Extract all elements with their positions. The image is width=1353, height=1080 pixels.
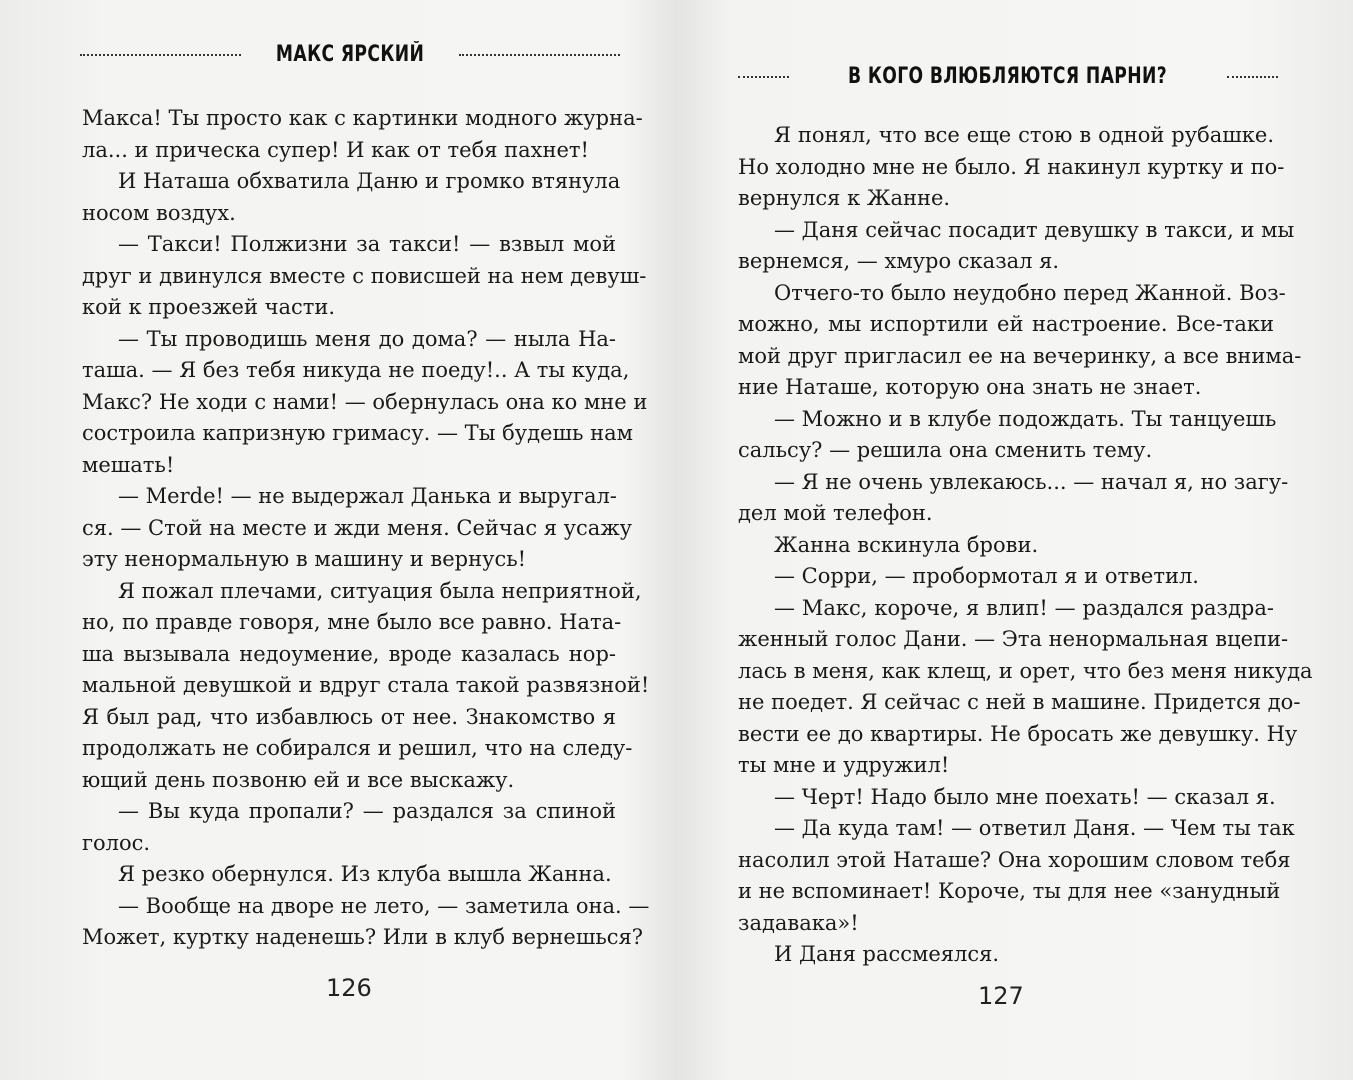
text-line: лась в меня, как клещ, и орет, что без меня никуда [738, 658, 1313, 683]
text-line: — Вы куда пропали? — раздался за спиной [118, 799, 616, 823]
text-line: — Да куда там! — ответил Даня. — Чем ты так [774, 816, 1295, 840]
text-line: ла... и прическа супер! И как от тебя пахнет! [82, 137, 589, 162]
text-line: задавака»! [738, 910, 859, 935]
text-line: насолил этой Наташе? Она хорошим словом тебя [738, 847, 1291, 872]
text-line: ша вызывала недоумение, вроде казалась нор- [82, 641, 616, 666]
text-line: ты мне и удружил! [738, 753, 950, 777]
text-line: Я был рад, что избавлюсь от нее. Знакомство я [82, 704, 616, 729]
left-page-text [82, 103, 650, 954]
text-line: — Макс, короче, я влип! — раздался раздра- [774, 595, 1274, 620]
text-line: мальной девушкой и вдруг стала такой развязной! [82, 673, 650, 697]
dotted-rule [80, 54, 241, 56]
text-line: голос. [82, 830, 151, 855]
text-line: — Я не очень увлекаюсь... — начал я, но загу- [774, 469, 1289, 494]
dotted-rule [459, 54, 620, 56]
text-line: женный голос Дани. — Эта ненормальная вцепи- [738, 627, 1289, 651]
text-line: Но холодно мне не было. Я накинул куртку и по- [738, 154, 1285, 179]
right-page-text [738, 120, 1313, 971]
text-line: эту ненормальную в машину и вернусь! [82, 547, 527, 571]
text-line: мешать! [82, 452, 175, 477]
text-line: не поедет. Я сейчас с ней в машине. Придется до- [738, 690, 1301, 714]
text-line: — Черт! Надо было мне поехать! — сказал я. [774, 784, 1276, 809]
text-line: состроила капризную гримасу. — Ты будешь нам [82, 421, 633, 445]
text-line: — Сорри, — пробормотал я и ответил. [774, 564, 1199, 588]
dotted-rule [1227, 76, 1278, 78]
text-line: ние Наташе, которую она знать не знает. [738, 375, 1202, 399]
text-line: вернемся, — хмуро сказал я. [738, 249, 1060, 273]
author-name: МАКС ЯРСКИЙ [275, 42, 425, 67]
text-line: мой друг пригласил ее на вечеринку, а все внима- [738, 343, 1302, 368]
text-line: — Ты проводишь меня до дома? — ныла На- [118, 326, 616, 351]
text-line: Макса! Ты просто как с картинки модного журна- [82, 106, 643, 130]
text-line: Я резко обернулся. Из клуба вышла Жанна. [118, 862, 612, 886]
left-page [0, 0, 676, 1080]
text-line: вести ее до квартиры. Не бросать же девушку. Ну [738, 721, 1298, 746]
text-line: Макс? Не ходи с нами! — обернулась она ко мне и [82, 389, 648, 414]
text-line: ющий день позвоню ей и все выскажу. [82, 767, 515, 792]
text-line: ся. — Стой на месте и жди меня. Сейчас я усажу [82, 515, 632, 540]
text-line: дел мой телефон. [738, 501, 933, 525]
text-line: продолжать не собирался и решил, что на следу- [82, 736, 633, 760]
book-title: В КОГО ВЛЮБЛЯЮТСЯ ПАРНИ? [848, 64, 1168, 89]
text-line: и не вспоминает! Короче, ты для нее «занудный [738, 879, 1281, 903]
text-line: Я пожал плечами, ситуация была неприятной, [118, 578, 642, 603]
right-page [676, 0, 1353, 1080]
text-line: — Можно и в клубе подождать. Ты танцуешь [774, 406, 1277, 431]
dotted-rule [738, 76, 789, 78]
text-line: можно, мы испортили ей настроение. Все-таки [738, 312, 1274, 336]
running-head-left [80, 42, 620, 67]
text-line: Я понял, что все еще стою в одной рубашке. [774, 123, 1274, 147]
text-line: — Вообще на дворе не лето, — заметила она. — [118, 893, 650, 918]
text-line: кой к проезжей части. [82, 295, 336, 319]
text-line: Жанна вскинула брови. [774, 532, 1039, 557]
text-line: Отчего-то было неудобно перед Жанной. Воз- [774, 280, 1286, 305]
text-line: но, по правде говоря, мне было все равно. Ната- [82, 610, 622, 634]
text-line: вернулся к Жанне. [738, 186, 951, 210]
text-line: друг и двинулся вместе с повисшей на нем девуш- [82, 263, 647, 288]
text-line: — Даня сейчас посадит девушку в такси, и мы [774, 217, 1295, 242]
text-line: Может, куртку наденешь? Или в клуб вернешься? [82, 925, 644, 949]
text-line: И Даня рассмеялся. [774, 942, 1000, 966]
text-line: носом воздух. [82, 200, 236, 225]
text-line: — Такси! Полжизни за такси! — взвыл мой [118, 232, 616, 256]
page-number-right: 127 [978, 982, 1024, 1010]
text-line: И Наташа обхватила Даню и громко втянула [118, 169, 621, 193]
text-line: сальсу? — решила она сменить тему. [738, 438, 1153, 462]
text-line: таша. — Я без тебя никуда не поеду!.. А ты куда, [82, 358, 630, 382]
page-number-left: 126 [326, 974, 372, 1002]
running-head-right [738, 64, 1278, 89]
text-line: — Merde! — не выдержал Данька и выругал- [118, 484, 617, 508]
